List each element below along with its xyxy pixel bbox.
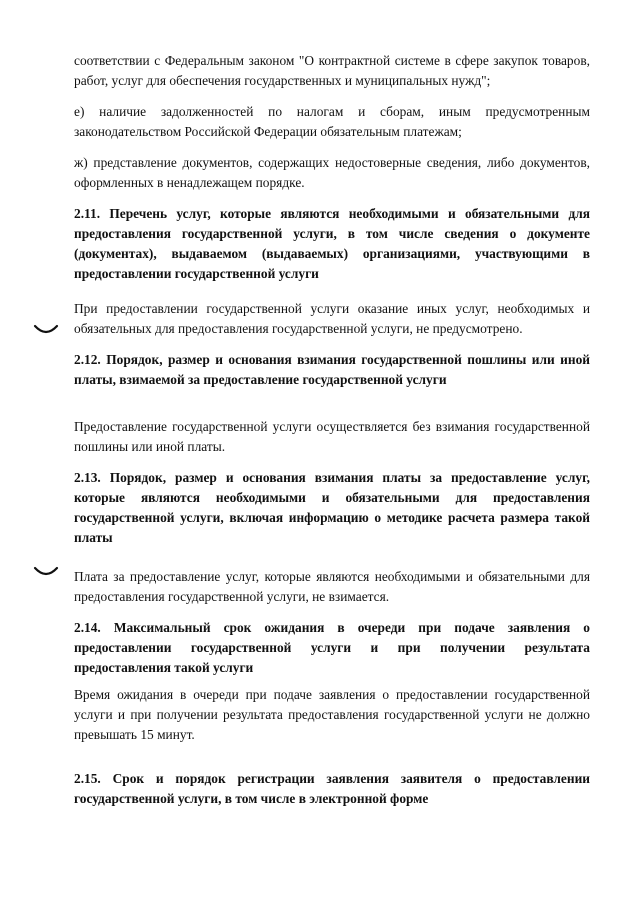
paragraph-other-services: При предоставлении государственной услуги оказание иных услуг, необходимых и обязательных для предоставления государственной услуги, не предусмотрено. [74,301,590,336]
paragraph-wait-time: Время ожидания в очереди при подаче заявления о предоставлении государственной услуги и при получении результата предоставления государственной услуги не должно превышать 15 минут. [74,687,590,742]
paragraph-no-fee: Предоставление государственной услуги осуществляется без взимания государственной пошлины или иной платы. [74,419,590,454]
heading-2-13: 2.13. Порядок, размер и основания взимания платы за предоставление услуг, которые являются необходимыми и обязательными для предоставления государственной услуги, включая информацию о методике расчета размера такой платы [74,470,590,545]
paragraph-services-fee: Плата за предоставление услуг, которые являются необходимыми и обязательными для предоставления государственной услуги, не взимается. [74,569,590,604]
paragraph-item-zh: ж) представление документов, содержащих недостоверные сведения, либо документов, оформленных в ненадлежащем порядке. [74,155,590,190]
heading-2-15: 2.15. Срок и порядок регистрации заявления заявителя о предоставлении государственной услуги, в том числе в электронной форме [74,771,590,806]
paragraph-federal-law: соответствии с Федеральным законом "О контрактной системе в сфере закупок товаров, работ, услуг для обеспечения государственных и муниципальных нужд"; [74,53,590,88]
heading-2-11: 2.11. Перечень услуг, которые являются необходимыми и обязательными для предоставления государственной услуги, в том числе сведения о документе (документах), выдаваемом (выдаваемых) организациями, участвующими в предоставлении государственной услуги [74,206,590,281]
paragraph-item-e: е) наличие задолженностей по налогам и сборам, иным предусмотренным законодательством Российской Федерации обязательным платежам; [74,104,590,139]
margin-mark-icon [33,565,59,579]
heading-2-12: 2.12. Порядок, размер и основания взимания государственной пошлины или иной платы, взимаемой за предоставление государственной услуги [74,352,590,387]
margin-mark-icon [33,323,59,337]
heading-2-14: 2.14. Максимальный срок ожидания в очереди при подаче заявления о предоставлении государственной услуги и при получении результата предоставления такой услуги [74,620,590,675]
